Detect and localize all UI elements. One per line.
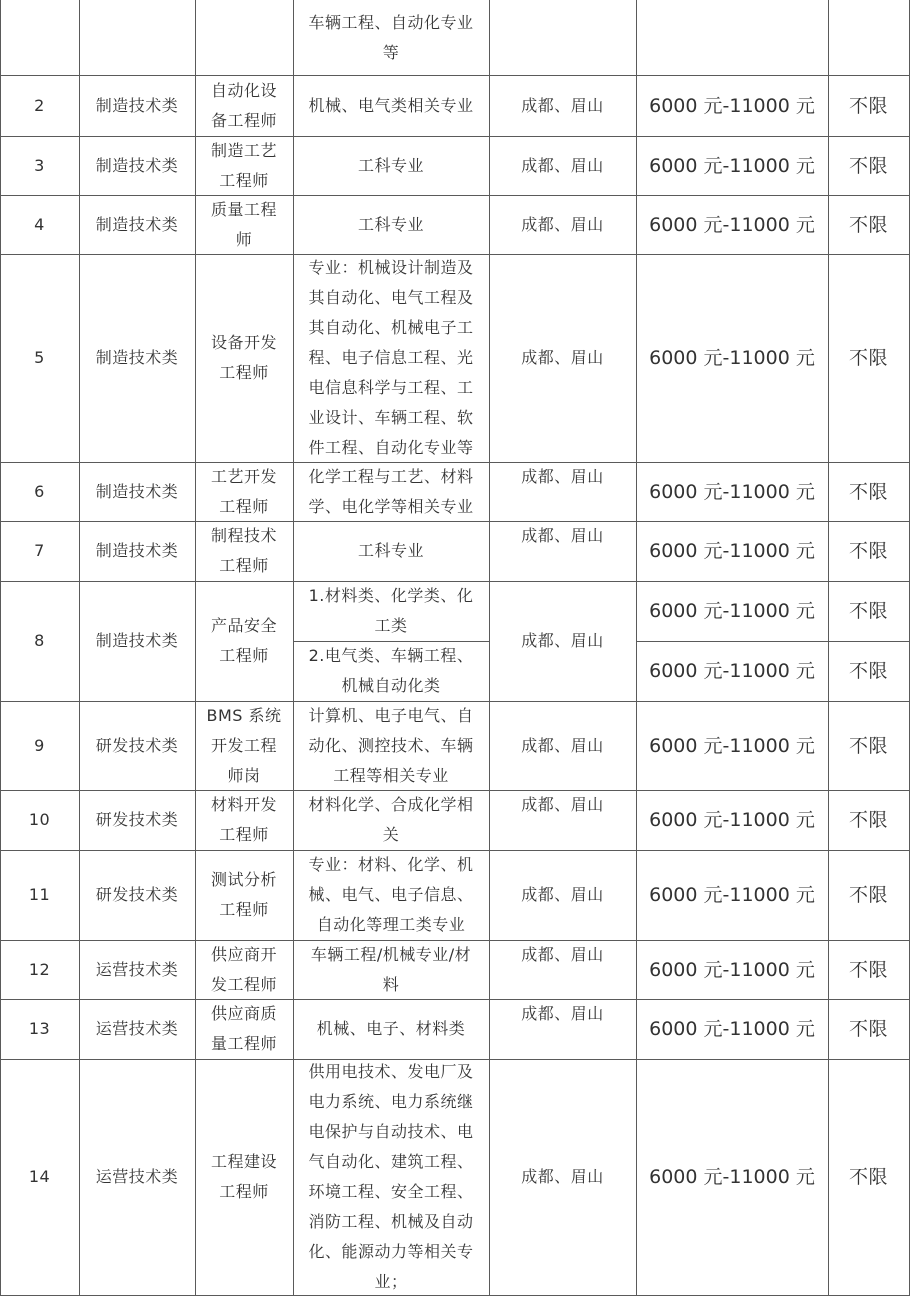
job-position: 自动化设 备工程师 [210,80,277,130]
job-category-cell [79,850,195,940]
row-number-cell [0,521,79,581]
salary-range-cell [636,641,828,701]
job-category-cell [79,195,195,254]
major-requirement-cell [293,521,489,581]
limit-value-cell [828,254,909,462]
salary-range-cell [636,136,828,195]
job-category-cell [79,0,195,75]
work-location: 成都、眉山 [521,467,604,486]
job-position-cell [195,581,293,701]
row-number: 10 [28,810,51,829]
limit-value: 不限 [848,958,888,981]
major-requirement: 车辆工程/机械专业/材 料 [310,944,472,994]
job-category: 制造技术类 [95,155,179,175]
job-category: 运营技术类 [95,959,179,979]
salary-range-cell [636,581,828,641]
salary-range-cell [636,254,828,462]
job-category: 制造技术类 [95,481,179,501]
job-position: 制造工艺 工程师 [210,140,277,190]
row-number-cell [0,1059,79,1295]
salary-range: 6000 元-11000 元 [649,347,815,369]
major-requirement-cell [293,850,489,940]
job-category: 制造技术类 [95,95,179,115]
limit-value: 不限 [848,734,888,757]
row-number: 11 [28,885,51,904]
salary-range-cell [636,462,828,521]
salary-range: 6000 元-11000 元 [649,734,815,757]
work-location: 成都、眉山 [521,214,604,234]
work-location: 成都、眉山 [521,795,604,814]
column-divider [909,0,910,1296]
row-number-cell [0,254,79,462]
row-number: 2 [34,95,45,115]
salary-range: 6000 元-11000 元 [649,600,815,622]
row-number: 8 [34,631,45,650]
limit-value-cell [828,641,909,701]
work-location-cell [489,581,636,701]
row-number-cell [0,999,79,1059]
row-number: 14 [28,1167,51,1186]
row-number: 7 [34,541,45,560]
limit-value: 不限 [848,809,888,831]
job-position-cell [195,0,293,75]
major-requirement-cell [293,75,489,136]
major-requirement: 计算机、电子电气、自 动化、测控技术、车辆 工程等相关专业 [308,705,474,785]
row-number-cell [0,195,79,254]
work-location: 成都、眉山 [521,155,604,175]
job-position-cell [195,136,293,195]
job-category: 制造技术类 [95,631,179,650]
major-requirement: 车辆工程、自动化专业 等 [308,12,474,62]
salary-range: 6000 元-11000 元 [649,154,815,177]
salary-range: 6000 元-11000 元 [649,884,815,906]
work-location: 成都、眉山 [521,348,604,367]
row-number: 4 [34,214,45,234]
limit-value-cell [828,521,909,581]
work-location-cell [489,701,636,790]
job-position: 材料开发 工程师 [210,795,277,844]
work-location-cell [489,75,636,136]
limit-value-cell [828,701,909,790]
row-number: 3 [34,155,45,175]
salary-range: 6000 元-11000 元 [649,1018,815,1040]
work-location: 成都、眉山 [521,945,604,964]
job-position-cell [195,1059,293,1295]
limit-value: 不限 [848,1166,888,1188]
job-category: 研发技术类 [95,885,179,904]
limit-value: 不限 [848,884,888,906]
job-position-cell [195,940,293,999]
salary-range-cell [636,790,828,850]
row-number: 13 [28,1019,51,1038]
limit-value-cell [828,850,909,940]
job-position-cell [195,75,293,136]
job-category-cell [79,75,195,136]
major-requirement-cell [293,581,489,641]
major-requirement: 工科专业 [357,541,424,560]
job-position: BMS 系统 开发工程 师岗 [206,705,282,785]
major-requirement: 机械、电气类相关专业 [308,95,474,115]
limit-value: 不限 [848,480,888,503]
job-position-cell [195,195,293,254]
job-category: 研发技术类 [95,735,179,755]
job-category-cell [79,790,195,850]
row-number-cell [0,790,79,850]
row-number-cell [0,701,79,790]
job-position-cell [195,701,293,790]
salary-range: 6000 元-11000 元 [649,540,815,562]
salary-range-cell [636,0,828,75]
limit-value: 不限 [848,213,888,236]
salary-range-cell [636,999,828,1059]
salary-range: 6000 元-11000 元 [649,958,815,981]
work-location: 成都、眉山 [521,526,604,545]
work-location-cell [489,195,636,254]
work-location-cell [489,462,636,521]
salary-range: 6000 元-11000 元 [649,1166,815,1188]
salary-range: 6000 元-11000 元 [649,94,815,117]
major-requirement-cell [293,462,489,521]
major-requirement: 专业：材料、化学、机 械、电气、电子信息、 自动化等理工类专业 [308,855,474,934]
major-requirement-cell [293,790,489,850]
limit-value: 不限 [848,347,888,369]
work-location-cell [489,136,636,195]
job-position-cell [195,999,293,1059]
major-requirement-cell [293,999,489,1059]
row-number: 12 [28,959,51,979]
job-category-cell [79,254,195,462]
row-number: 5 [34,348,45,367]
job-category-cell [79,1059,195,1295]
salary-range-cell [636,850,828,940]
work-location-cell [489,790,636,850]
major-requirement-cell [293,641,489,701]
job-position: 供应商开 发工程师 [210,944,277,994]
limit-value: 不限 [848,1018,888,1040]
job-category: 运营技术类 [95,1167,179,1186]
row-number-cell [0,462,79,521]
work-location-cell [489,999,636,1059]
major-requirement-cell [293,0,489,75]
work-location-cell [489,850,636,940]
work-location: 成都、眉山 [521,735,604,755]
limit-value: 不限 [848,154,888,177]
salary-range-cell [636,75,828,136]
major-requirement: 机械、电子、材料类 [316,1019,466,1038]
limit-value-cell [828,1059,909,1295]
work-location: 成都、眉山 [521,1167,604,1186]
major-requirement-cell [293,701,489,790]
job-category-cell [79,581,195,701]
major-requirement-cell [293,136,489,195]
job-category: 研发技术类 [95,810,179,829]
major-requirement: 材料化学、合成化学相 关 [308,795,474,844]
work-location-cell [489,521,636,581]
job-category-cell [79,462,195,521]
job-position-cell [195,521,293,581]
job-position: 质量工程 师 [210,199,277,249]
job-position-cell [195,790,293,850]
major-requirement: 工科专业 [357,214,424,234]
job-category: 制造技术类 [95,541,179,560]
row-number-cell [0,136,79,195]
work-location-cell [489,0,636,75]
job-position-cell [195,850,293,940]
row-number-cell [0,75,79,136]
major-requirement: 专业：机械设计制造及 其自动化、电气工程及 其自动化、机械电子工 程、电子信息工程、光 电信息科学与工程、工 业设计、车辆工程、软 件工程、自动化专业等 [308,258,474,457]
limit-value: 不限 [848,94,888,117]
major-requirement-cell [293,940,489,999]
job-category-cell [79,521,195,581]
row-number-cell [0,940,79,999]
row-number: 9 [34,735,45,755]
job-position: 设备开发 工程师 [210,333,277,382]
major-requirement-cell [293,1059,489,1295]
salary-range: 6000 元-11000 元 [649,213,815,236]
limit-value: 不限 [848,540,888,562]
job-category-cell [79,701,195,790]
limit-value-cell [828,462,909,521]
work-location: 成都、眉山 [521,1004,604,1023]
salary-range-cell [636,701,828,790]
work-location: 成都、眉山 [521,95,604,115]
limit-value-cell [828,581,909,641]
salary-range: 6000 元-11000 元 [649,660,815,682]
major-requirement: 工科专业 [357,155,424,175]
job-position: 工程建设 工程师 [210,1152,277,1201]
salary-range-cell [636,1059,828,1295]
job-category: 制造技术类 [95,348,179,367]
job-category: 制造技术类 [95,214,179,234]
job-position-cell [195,254,293,462]
limit-value-cell [828,940,909,999]
work-location: 成都、眉山 [521,631,604,650]
job-category: 运营技术类 [95,1019,179,1038]
work-location-cell [489,254,636,462]
limit-value-cell [828,999,909,1059]
job-position: 供应商质 量工程师 [210,1004,277,1053]
job-category-cell [79,940,195,999]
row-number-cell [0,0,79,75]
major-requirement-cell [293,254,489,462]
limit-value-cell [828,75,909,136]
job-category-cell [79,136,195,195]
salary-range-cell [636,940,828,999]
work-location-cell [489,940,636,999]
major-requirement: 2.电气类、车辆工程、 机械自动化类 [308,646,474,695]
job-position: 工艺开发 工程师 [210,466,277,516]
limit-value-cell [828,790,909,850]
limit-value-cell [828,0,909,75]
major-requirement-cell [293,195,489,254]
job-position: 测试分析 工程师 [210,870,277,919]
job-category-cell [79,999,195,1059]
row-number-cell [0,581,79,701]
salary-range: 6000 元-11000 元 [649,809,815,831]
limit-value-cell [828,195,909,254]
work-location-cell [489,1059,636,1295]
salary-range: 6000 元-11000 元 [649,480,815,503]
salary-range-cell [636,195,828,254]
major-requirement: 化学工程与工艺、材料 学、电化学等相关专业 [308,466,474,516]
row-number: 6 [34,481,45,501]
limit-value: 不限 [848,600,888,622]
major-requirement: 1.材料类、化学类、化 工类 [308,586,474,635]
limit-value: 不限 [848,660,888,682]
work-location: 成都、眉山 [521,885,604,904]
job-position: 产品安全 工程师 [210,616,277,665]
job-position: 制程技术 工程师 [210,526,277,575]
job-position-cell [195,462,293,521]
row-number-cell [0,850,79,940]
major-requirement: 供用电技术、发电厂及 电力系统、电力系统继 电保护与自动技术、电 气自动化、建筑工程、 环境工程、安全工程、 消防工程、机械及自动 化、能源动力等相关专 业； [308,1062,474,1291]
limit-value-cell [828,136,909,195]
salary-range-cell [636,521,828,581]
